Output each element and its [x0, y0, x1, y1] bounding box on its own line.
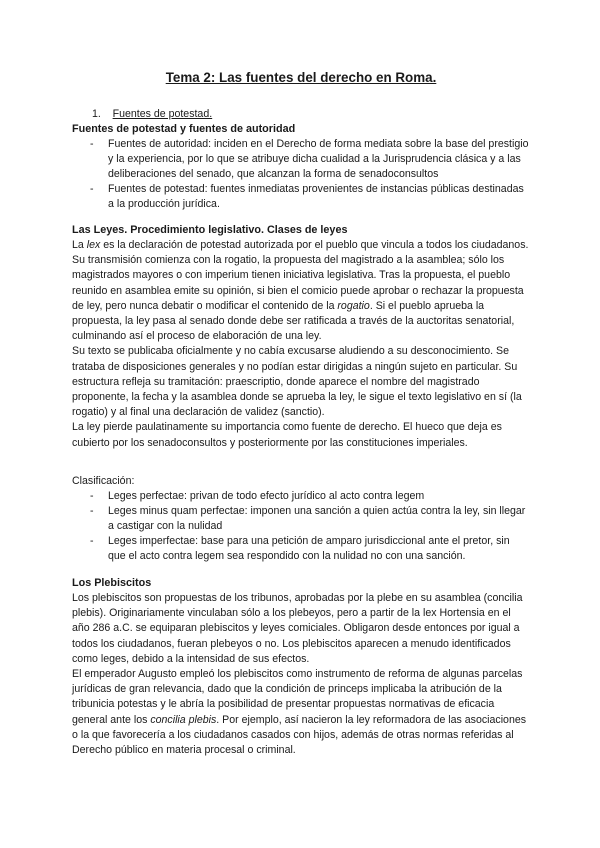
- section-1-numbered-item: [92, 107, 212, 122]
- page-title: Tema 2: Las fuentes del derecho en Roma.: [165, 70, 437, 85]
- text-span: La: [72, 239, 87, 251]
- list-item: - Leges perfectae: privan de todo efecto jurídico al acto contra legem: [72, 489, 530, 504]
- heading-leyes: Las Leyes. Procedimiento legislativo. Clases de leyes: [72, 224, 348, 236]
- section-fuentes: [72, 122, 530, 212]
- paragraph: [72, 667, 530, 758]
- list-item: - Leges imperfectae: base para una petición de amparo jurisdiccional ante el pretor, sin que el acto contra legem sea respondido con la nulidad no con una sanción.: [72, 534, 530, 564]
- clasificacion-list: [72, 489, 530, 564]
- section-leyes: [72, 223, 530, 451]
- subheading-fuentes: Fuentes de potestad y fuentes de autoridad: [72, 123, 296, 135]
- paragraph: Los plebiscitos son propuestas de los tribunos, aprobadas por la plebe en su asamblea (concilia plebis). Originariamente vinculaban sólo a los plebeyos, pero a partir de la lex Hortensia en el año 286 a.C. se equiparan plebiscitos y leyes comiciales. Obligaron desde entonces por igual a todos los ciudadanos, fueran plebeyos o no. Los plebiscitos aparecen a menudo identificados como leges, debido a la intensidad de sus efectos.: [72, 592, 523, 665]
- section-plebiscitos: [72, 576, 530, 758]
- fuentes-list: [72, 137, 530, 212]
- italic-term: lex: [86, 239, 101, 251]
- text-span: . Por ejemplo, así nacieron la ley reformadora de las asociaciones o la que favorecería a los ciudadanos casados con hijos, además de otras normas referidas al Derecho público en materia procesal o criminal.: [72, 713, 527, 757]
- paragraph: [72, 238, 530, 253]
- italic-term: rogatio: [337, 299, 370, 312]
- text-span: El emperador Augusto empleó los plebiscitos como instrumento de reforma de algunas parcelas jurídicas de gran relevancia, dado que la condición de princeps implicaba la atribución de la tribunicia potestas y le abría la posibilidad de presentar propuestas normativas de eficacia general ante los: [72, 668, 523, 726]
- section-1-number: 1.: [92, 108, 101, 120]
- list-item: - Fuentes de autoridad: inciden en el Derecho de forma mediata sobre la base del prestigio y la experiencia, por lo que se atribuye dicha cualidad a la Jurisprudencia clásica y a las deliberaciones del senado, que alcanzan la forma de senadoconsultos: [72, 137, 530, 182]
- paragraph: [72, 253, 530, 344]
- italic-term: concilia plebis: [150, 713, 217, 726]
- list-item: - Fuentes de potestad: fuentes inmediatas provenientes de instancias públicas destinadas a la producción jurídica.: [72, 182, 530, 212]
- text-span: es la declaración de potestad autorizada por el pueblo que vincula a todos los ciudadanos.: [100, 239, 529, 251]
- section-clasificacion: [72, 474, 530, 564]
- text-span: . Si el pueblo aprueba la propuesta, la ley pasa al senado donde debe ser ratificada a través de la auctoritas senatorial, culminando así el proceso de elaboración de una ley.: [72, 299, 515, 343]
- section-1-label: Fuentes de potestad.: [112, 108, 213, 120]
- clasificacion-label: Clasificación:: [72, 475, 135, 487]
- paragraph: La ley pierde paulatinamente su importancia como fuente de derecho. El hueco que deja es cubierto por los senadoconsultos y posteriormente por las constituciones imperiales.: [72, 421, 502, 449]
- paragraph: Su texto se publicaba oficialmente y no cabía excusarse aludiendo a su desconocimiento. Se trataba de disposiciones generales y no podían estar dirigidas a ningún sujeto en particular. Su estructura refleja su tramitación: praescriptio, donde aparece el nombre del magistrado proponente, la fecha y la asamblea donde se aprueba la ley, le sigue el texto legislativo en sí (la rogatio) y al final una declaración de validez (sanctio).: [72, 345, 522, 419]
- list-item: - Leges minus quam perfectae: imponen una sanción a quien actúa contra la ley, sin llegar a castigar con la nulidad: [72, 504, 530, 534]
- text-span: Su transmisión comienza con la rogatio, la propuesta del magistrado a la asamblea; sólo los magistrados mayores o con imperium tienen iniciativa legislativa. Tras la propuesta, el pueblo reunido en asamblea emite su opinión, si bien el comicio puede aprobar o rechazar la propuesta de ley, pero nunca debatir o modificar el contenido de la: [72, 254, 524, 312]
- heading-plebiscitos: Los Plebiscitos: [72, 577, 152, 589]
